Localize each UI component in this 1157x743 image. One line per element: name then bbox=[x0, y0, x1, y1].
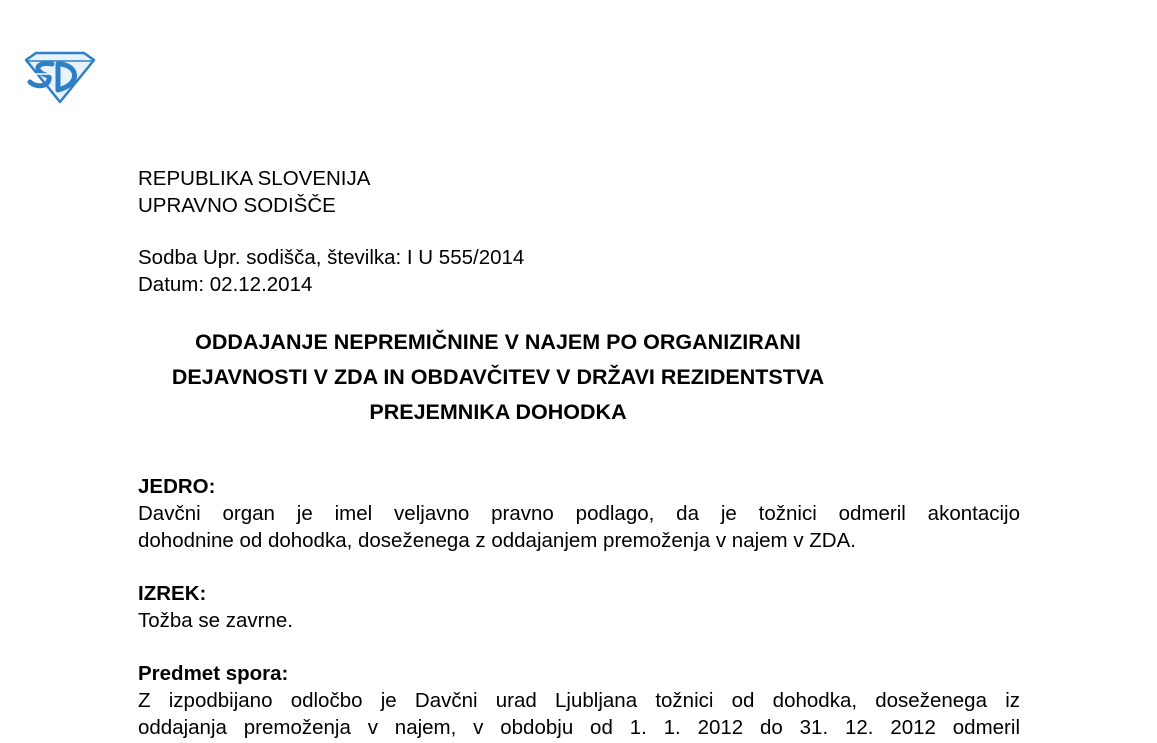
title-line-1: ODDAJANJE NEPREMIČNINE V NAJEM PO ORGANIZIRANI bbox=[195, 330, 801, 354]
title-line-2: DEJAVNOSTI V ZDA IN OBDAVČITEV V DRŽAVI REZIDENTSTVA bbox=[171, 365, 825, 389]
title-line-3: PREJEMNIKA DOHODKA bbox=[369, 400, 627, 424]
jedro-text-line-2: dohodnine od dohodka, doseženega z oddajanjem premoženja v najem v ZDA. bbox=[138, 529, 856, 552]
court-emblem-icon bbox=[22, 50, 96, 104]
country-name: REPUBLIKA SLOVENIJA bbox=[138, 167, 371, 190]
court-name: UPRAVNO SODIŠČE bbox=[138, 194, 336, 217]
izrek-text: Tožba se zavrne. bbox=[138, 609, 293, 632]
document-title bbox=[138, 325, 858, 430]
izrek-heading: IZREK: bbox=[138, 582, 207, 605]
predmet-heading: Predmet spora: bbox=[138, 662, 289, 685]
case-number: Sodba Upr. sodišča, številka: I U 555/2014 bbox=[138, 246, 525, 269]
judgment-date: Datum: 02.12.2014 bbox=[138, 273, 313, 296]
predmet-text-line-1: Z izpodbijano odločbo je Davčni urad Ljubljana tožnici od dohodka, doseženega iz bbox=[138, 689, 1020, 712]
jedro-text-line-1: Davčni organ je imel veljavno pravno podlago, da je tožnici odmeril akontacijo bbox=[138, 502, 1020, 525]
jedro-heading: JEDRO: bbox=[138, 475, 216, 498]
predmet-text-line-2: oddajanja premoženja v najem, v obdobju od 1. 1. 2012 do 31. 12. 2012 odmeril bbox=[138, 716, 1020, 739]
